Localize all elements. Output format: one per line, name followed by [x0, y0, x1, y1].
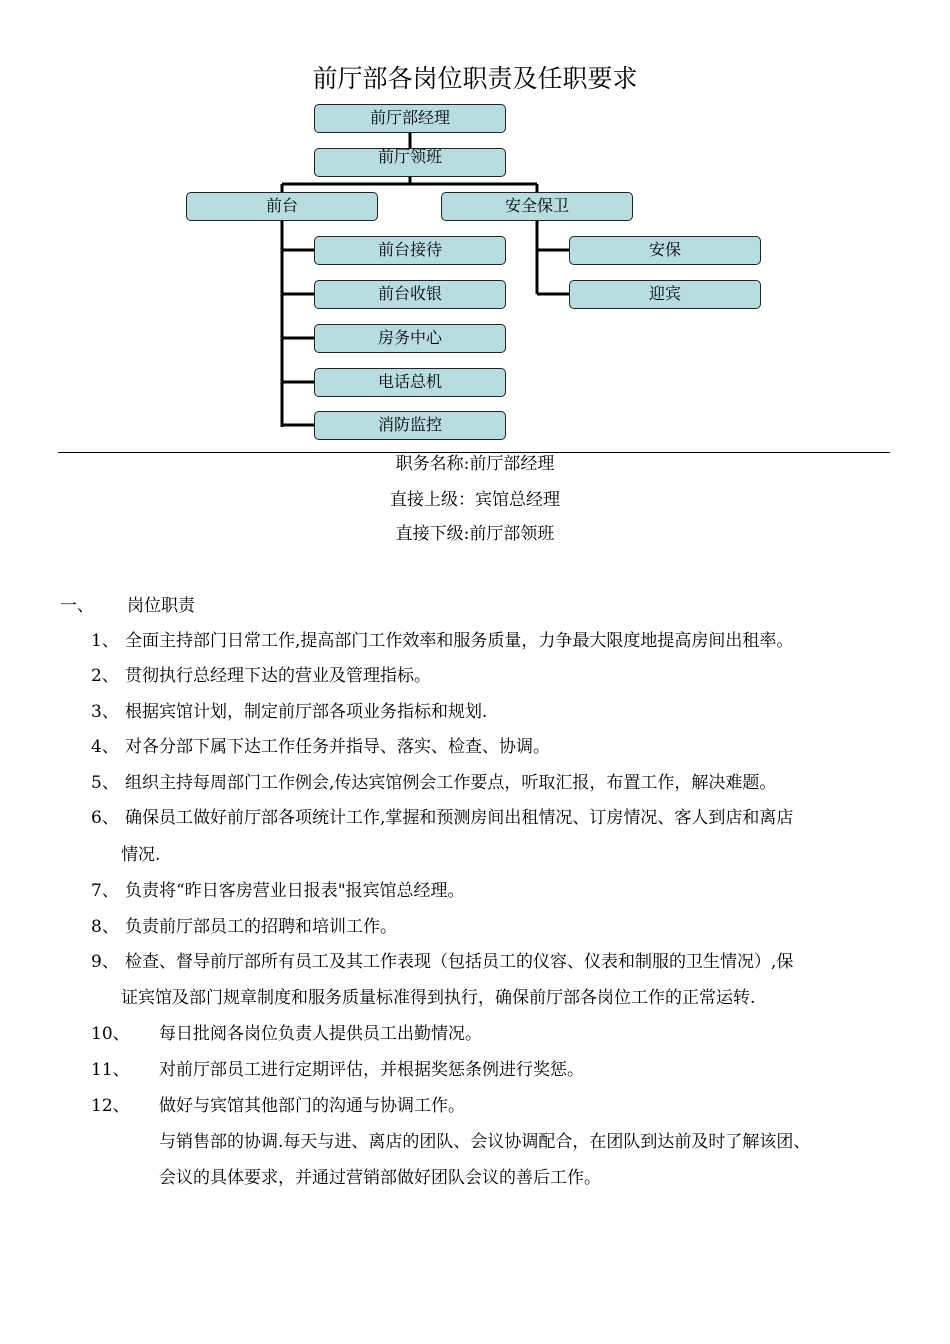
- section-heading: [60, 594, 195, 618]
- duty-item: [91, 806, 793, 830]
- duty-item: [91, 735, 550, 759]
- duty-number: 9、: [91, 952, 119, 972]
- org-box-front-desk: 前台: [186, 192, 378, 221]
- org-box-security: 安全保卫: [441, 192, 633, 221]
- direct-subordinate: 直接下级:前厅部领班: [395, 524, 555, 544]
- duty-item: [91, 664, 431, 688]
- duty-text: 负责前厅部员工的招聘和培训工作。: [125, 917, 397, 937]
- org-box-greeter: 迎宾: [569, 280, 761, 309]
- duty-item: [91, 915, 397, 939]
- duty-text: 贯彻执行总经理下达的营业及管理指标。: [125, 666, 431, 686]
- duty-text: 对各分部下属下达工作任务并指导、落实、检查、协调。: [125, 737, 550, 757]
- duty-text: 检查、督导前厅部所有员工及其工作表现（包括员工的仪容、仪表和制服的卫生情况）,保: [125, 952, 794, 972]
- duty-item: [91, 1058, 584, 1082]
- job-name: 职务名称:前厅部经理: [395, 454, 555, 474]
- duty-number: 5、: [91, 773, 119, 793]
- org-box-cashier: 前台收银: [314, 280, 506, 309]
- duty-item: [91, 629, 793, 653]
- duty-text: 做好与宾馆其他部门的沟通与协调工作。: [159, 1096, 465, 1116]
- duty-number: 2、: [91, 666, 119, 686]
- duty-text: 负责将“昨日客房营业日报表"报宾馆总经理。: [125, 881, 465, 901]
- duty-item: [91, 1094, 465, 1118]
- section-number: 一、: [60, 596, 94, 616]
- org-box-housekeeping-center: 房务中心: [314, 324, 506, 353]
- direct-superior: 直接上级：宾馆总经理: [390, 490, 560, 510]
- duty-number: 3、: [91, 702, 119, 722]
- duty-text: 确保员工做好前厅部各项统计工作,掌握和预测房间出租情况、订房情况、客人到店和离店: [125, 808, 794, 828]
- duty-number: 6、: [91, 808, 119, 828]
- duty-item: [91, 700, 487, 724]
- duty-number: 12、: [91, 1096, 130, 1116]
- duty-text-continued: 情况.: [121, 845, 161, 865]
- org-box-guard: 安保: [569, 236, 761, 265]
- duty-number: 1、: [91, 631, 119, 651]
- org-box-manager: 前厅部经理: [314, 104, 506, 133]
- duty-item: [91, 1022, 482, 1046]
- duty-text: 全面主持部门日常工作,提高部门工作效率和服务质量，力争最大限度地提高房间出租率。: [125, 631, 794, 651]
- duty-number: 8、: [91, 917, 119, 937]
- note-line: 与销售部的协调.每天与进、离店的团队、会议协调配合，在团队到达前及时了解该团、: [159, 1132, 811, 1152]
- org-box-switchboard: 电话总机: [314, 368, 506, 397]
- org-box-fire-monitoring: 消防监控: [314, 411, 506, 440]
- org-box-reception: 前台接待: [314, 236, 506, 265]
- org-box-lead: 前厅领班: [314, 148, 506, 177]
- duty-number: 4、: [91, 737, 119, 757]
- duty-number: 10、: [91, 1024, 130, 1044]
- note-line: 会议的具体要求，并通过营销部做好团队会议的善后工作。: [159, 1168, 601, 1188]
- duty-number: 11、: [91, 1060, 130, 1080]
- duty-item: [91, 950, 793, 974]
- duty-item: [91, 879, 465, 903]
- duty-text: 根据宾馆计划，制定前厅部各项业务指标和规划.: [125, 702, 488, 722]
- section-title: 岗位职责: [127, 596, 195, 616]
- duty-number: 7、: [91, 881, 119, 901]
- duty-item: [91, 771, 776, 795]
- duty-text: 对前厅部员工进行定期评估，并根据奖惩条例进行奖惩。: [159, 1060, 584, 1080]
- page-title: 前厅部各岗位职责及任职要求: [312, 64, 638, 93]
- duty-text: 组织主持每周部门工作例会,传达宾馆例会工作要点，听取汇报，布置工作，解决难题。: [125, 773, 777, 793]
- duty-text: 每日批阅各岗位负责人提供员工出勤情况。: [159, 1024, 482, 1044]
- duty-text-continued: 证宾馆及部门规章制度和服务质量标准得到执行，确保前厅部各岗位工作的正常运转.: [121, 988, 756, 1008]
